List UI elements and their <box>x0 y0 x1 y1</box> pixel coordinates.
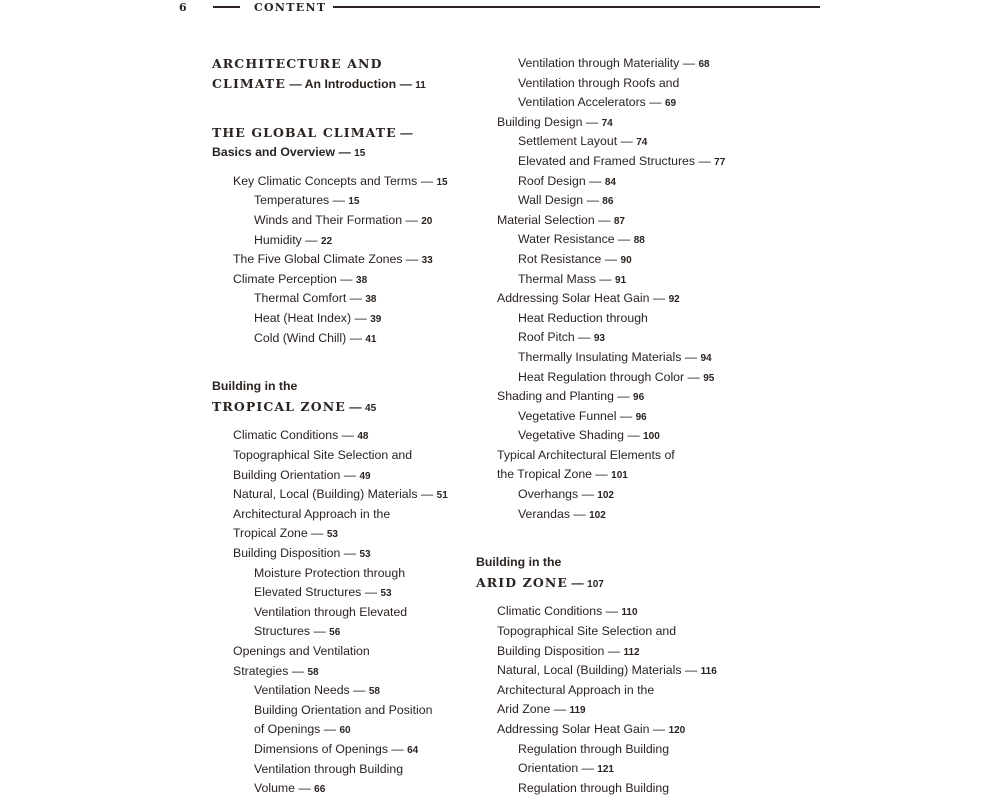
toc-entry-text: Climatic Conditions — <box>497 604 622 619</box>
page-ref: 101 <box>611 470 628 482</box>
page-ref: 38 <box>356 274 368 286</box>
toc-entry-text: Typical Architectural Elements of <box>497 447 675 462</box>
toc-entry-text: Material Selection — <box>497 212 614 227</box>
toc-entry-text: Topographical Site Selection and <box>497 624 677 639</box>
toc-entry-text: Building Disposition — <box>497 643 624 658</box>
toc-entry <box>212 779 472 799</box>
toc-entry <box>212 329 472 349</box>
section-tropical <box>212 377 472 416</box>
toc-entry-text: Addressing Solar Heat Gain — <box>497 291 669 306</box>
page-ref: 53 <box>359 548 371 560</box>
toc-entry-text: Thermal Mass — <box>518 271 616 286</box>
toc-entry-text: Water Resistance — <box>518 232 634 247</box>
toc-entry <box>476 602 766 622</box>
toc-entry <box>476 93 766 113</box>
toc-entry-text: Building Orientation and Position <box>254 702 433 717</box>
toc-entry <box>476 152 766 172</box>
section-arid <box>476 553 766 592</box>
toc-entry <box>212 191 472 211</box>
page-ref: 95 <box>703 372 715 384</box>
toc-entry <box>476 230 766 250</box>
toc-entry-text: Orientation — <box>518 761 598 776</box>
page-ref: 121 <box>597 764 614 776</box>
page-ref: 56 <box>329 627 341 639</box>
toc-column-right <box>476 54 766 798</box>
toc-entry <box>476 54 766 74</box>
page-ref: 66 <box>314 784 326 796</box>
toc-entry <box>212 583 472 603</box>
section-title-caps: ARID ZONE <box>476 574 568 590</box>
page-ref: 51 <box>436 490 448 502</box>
toc-entry-text: Tropical Zone — <box>233 526 327 541</box>
toc-entry-text: Structures — <box>254 624 330 639</box>
toc-entry-text: Natural, Local (Building) Materials — <box>233 487 437 502</box>
toc-entry-text: Heat (Heat Index) — <box>254 311 371 326</box>
page-ref: 53 <box>326 529 338 541</box>
toc-entry-text: Winds and Their Formation — <box>254 213 422 228</box>
page-ref: 93 <box>593 333 605 345</box>
toc-entry <box>476 642 766 662</box>
page-ref: 15 <box>436 176 448 188</box>
toc-entry <box>476 132 766 152</box>
page-ref: 88 <box>633 235 645 247</box>
toc-entry-text: of Openings — <box>254 722 340 737</box>
toc-entry <box>212 564 472 584</box>
page-ref: 58 <box>307 666 319 678</box>
section-title <box>212 123 472 143</box>
toc-entry <box>476 74 766 94</box>
toc-entry <box>476 465 766 485</box>
toc-entry <box>476 407 766 427</box>
section-title-caps: CLIMATE <box>212 75 286 91</box>
toc-entry <box>212 309 472 329</box>
toc-entry-text: Building Design — <box>497 114 602 129</box>
toc-entry <box>212 740 472 760</box>
toc-entry <box>212 446 472 466</box>
toc-entry <box>476 505 766 525</box>
toc-entry-text: Thermally Insulating Materials — <box>518 349 701 364</box>
toc-entry <box>476 622 766 642</box>
header-rule-right <box>333 6 820 8</box>
page-ref: 96 <box>635 411 647 423</box>
section-subtitle <box>212 74 472 94</box>
page-ref: 69 <box>664 98 677 110</box>
page-ref: 60 <box>339 725 351 737</box>
page-ref: 20 <box>421 216 433 228</box>
toc-entry-text: Dimensions of Openings — <box>254 741 408 756</box>
toc-entry <box>476 759 766 779</box>
toc-entry-text: Climatic Conditions — <box>233 428 358 443</box>
toc-entry-text: Verandas — <box>518 506 590 521</box>
toc-entry-text: Heat Reduction through <box>518 310 648 325</box>
toc-entry-text: Openings and Ventilation <box>233 643 370 658</box>
toc-entry-text: Roof Pitch — <box>518 330 594 345</box>
toc-entry <box>476 720 766 740</box>
toc-entry <box>476 700 766 720</box>
toc-entry-text: Ventilation through Building <box>254 761 404 776</box>
toc-entry <box>212 466 472 486</box>
toc-entry-text: Addressing Solar Heat Gain — <box>497 722 669 736</box>
toc-entry-text: Ventilation Accelerators — <box>518 95 665 110</box>
page-ref: 112 <box>623 646 640 658</box>
toc-entry-text: Arid Zone — <box>497 702 570 717</box>
toc-entry <box>476 328 766 348</box>
page-ref: 84 <box>604 176 616 188</box>
spacer <box>476 524 766 553</box>
toc-entry <box>212 662 472 682</box>
toc-entry-text: Building Disposition — <box>233 545 360 560</box>
section-title: ARCHITECTURE AND <box>212 56 383 71</box>
toc-entry-text: Ventilation Needs — <box>254 683 369 698</box>
toc-entry <box>212 270 472 290</box>
toc-entry-text: Regulation through Building <box>518 741 670 756</box>
toc-entry <box>212 681 472 701</box>
toc-entry-text: Strategies — <box>233 663 308 678</box>
toc-entry <box>212 760 472 780</box>
page-ref: 15 <box>348 196 360 208</box>
page-ref: 15 <box>354 148 366 160</box>
toc-entry-text: Thermal Comfort — <box>254 291 366 306</box>
toc-entry <box>476 368 766 388</box>
header-title: CONTENT <box>254 1 327 14</box>
section-title-caps: TROPICAL ZONE <box>212 398 346 414</box>
page-ref: 41 <box>365 333 377 345</box>
toc-entry-text: The Five Global Climate Zones — <box>233 252 422 267</box>
page-ref: 92 <box>668 294 680 306</box>
section-title <box>212 397 472 417</box>
toc-entry <box>212 524 472 544</box>
section-subtitle: Building in the <box>212 379 298 394</box>
section-subtitle <box>212 142 472 162</box>
page-ref: 110 <box>621 607 638 619</box>
toc-entry-text: Elevated and Framed Structures — <box>518 153 715 168</box>
toc-entry <box>476 289 766 309</box>
page-ref: 94 <box>700 352 712 364</box>
toc-entry <box>476 270 766 290</box>
toc-entry-text: Ventilation through Roofs and <box>518 75 680 90</box>
section-title-caps: THE GLOBAL CLIMATE <box>212 124 397 140</box>
page-ref: 100 <box>643 431 660 443</box>
page-ref: 107 <box>587 578 604 590</box>
page-ref: 45 <box>365 402 377 414</box>
page-ref: 90 <box>620 254 632 266</box>
toc-entry-text: Key Climatic Concepts and Terms — <box>233 173 437 188</box>
page-ref: 91 <box>615 274 627 286</box>
toc-entry <box>212 289 472 309</box>
page-ref: 74 <box>636 137 648 149</box>
page-ref: 64 <box>407 744 419 756</box>
page-ref: 53 <box>380 588 392 600</box>
toc-entry <box>212 231 472 251</box>
page-ref: 96 <box>633 392 645 404</box>
spacer <box>212 348 472 377</box>
toc-entry <box>212 211 472 231</box>
page-ref: 68 <box>698 59 710 70</box>
spacer <box>212 93 472 123</box>
toc-entry <box>476 172 766 192</box>
toc-entry-text: Architectural Approach in the <box>233 506 391 521</box>
toc-entry <box>476 387 766 407</box>
toc-entry <box>476 446 766 466</box>
toc-entry <box>212 701 472 721</box>
page-ref: 119 <box>569 705 586 717</box>
tropical-entries <box>212 426 472 798</box>
toc-entry-text: Elevated Structures — <box>254 585 381 600</box>
toc-column-left <box>212 54 472 799</box>
toc-entry-text: Rot Resistance — <box>518 251 621 266</box>
page-ref: 120 <box>668 725 686 736</box>
toc-entry <box>476 348 766 368</box>
toc-entry-text: Volume — <box>254 781 315 796</box>
section-title-dash: — <box>568 575 588 590</box>
section-global <box>212 123 472 162</box>
section-title <box>476 573 766 593</box>
page-ref: 86 <box>602 196 614 208</box>
section-title-dash: — <box>396 125 413 140</box>
page-ref: 38 <box>365 294 377 306</box>
toc-entry-text: Cold (Wind Chill) — <box>254 330 366 345</box>
toc-entry <box>476 426 766 446</box>
toc-entry-text: the Tropical Zone — <box>497 467 612 482</box>
toc-entry <box>212 720 472 740</box>
page-ref: 49 <box>359 470 371 482</box>
toc-entry-text: Ventilation through Materiality — <box>518 56 699 70</box>
toc-entry-text: Topographical Site Selection and <box>233 448 413 462</box>
toc-entry <box>212 622 472 642</box>
toc-entry-text: Regulation through Building <box>518 780 670 795</box>
spacer <box>212 162 472 172</box>
page-ref: 102 <box>589 509 606 521</box>
toc-entry <box>476 681 766 701</box>
toc-entry <box>212 505 472 525</box>
toc-entry-text: Heat Regulation through Color — <box>518 369 704 384</box>
page-ref: 48 <box>357 431 369 443</box>
toc-entry-text: Settlement Layout — <box>518 134 637 149</box>
toc-entry <box>476 309 766 329</box>
section-subtitle-text: — An Introduction — <box>285 76 416 91</box>
toc-entry <box>476 779 766 799</box>
toc-entry <box>476 740 766 760</box>
toc-entry <box>476 113 766 133</box>
toc-entry-text: Moisture Protection through <box>254 565 406 580</box>
page-ref: 87 <box>613 215 625 227</box>
toc-entry-text: Overhangs — <box>518 487 598 502</box>
page-number: 6 <box>179 1 187 14</box>
toc-entry-text: Roof Design — <box>518 173 605 188</box>
page-ref: 102 <box>597 490 614 502</box>
toc-entry <box>212 250 472 270</box>
toc-entry-text: Building Orientation — <box>233 467 360 482</box>
toc-entry-text: Vegetative Funnel — <box>518 408 636 423</box>
page-ref: 116 <box>700 666 717 678</box>
toc-entry <box>476 191 766 211</box>
page-header <box>0 0 1000 20</box>
toc-entry <box>212 426 472 446</box>
toc-entry-text: Natural, Local (Building) Materials — <box>497 663 701 678</box>
right-top-entries <box>476 54 766 524</box>
page-ref: 74 <box>601 117 613 129</box>
toc-entry-text: Temperatures — <box>254 193 349 208</box>
header-rule-left <box>213 6 240 8</box>
toc-entry <box>476 485 766 505</box>
toc-entry <box>476 250 766 270</box>
page-ref: 58 <box>368 686 380 698</box>
arid-entries <box>476 602 766 798</box>
toc-entry <box>212 172 472 192</box>
toc-entry-text: Humidity — <box>254 232 321 247</box>
toc-entry <box>212 544 472 564</box>
section-subtitle-text: Basics and Overview — <box>212 145 355 160</box>
toc-entry-text: Vegetative Shading — <box>518 428 644 443</box>
section-subtitle: Building in the <box>476 555 562 570</box>
page-ref: 39 <box>370 314 382 326</box>
toc-entry-text: Wall Design — <box>518 193 603 208</box>
toc-entry-text: Ventilation through Elevated <box>254 604 408 619</box>
page-ref: 11 <box>415 79 426 91</box>
toc-entry <box>212 485 472 505</box>
page-ref: 77 <box>714 156 726 168</box>
toc-entry-text: Architectural Approach in the <box>497 682 655 697</box>
global-entries <box>212 172 472 348</box>
spacer <box>476 592 766 602</box>
section-intro <box>212 54 472 93</box>
toc-entry <box>476 661 766 681</box>
toc-entry-text: Shading and Planting — <box>497 389 634 404</box>
section-title-dash: — <box>345 399 366 414</box>
toc-entry <box>212 642 472 662</box>
toc-entry <box>212 603 472 623</box>
toc-entry-text: Climate Perception — <box>233 271 357 286</box>
page-ref: 22 <box>320 235 333 247</box>
spacer <box>212 416 472 426</box>
page-ref: 33 <box>421 255 433 267</box>
toc-entry <box>476 211 766 231</box>
